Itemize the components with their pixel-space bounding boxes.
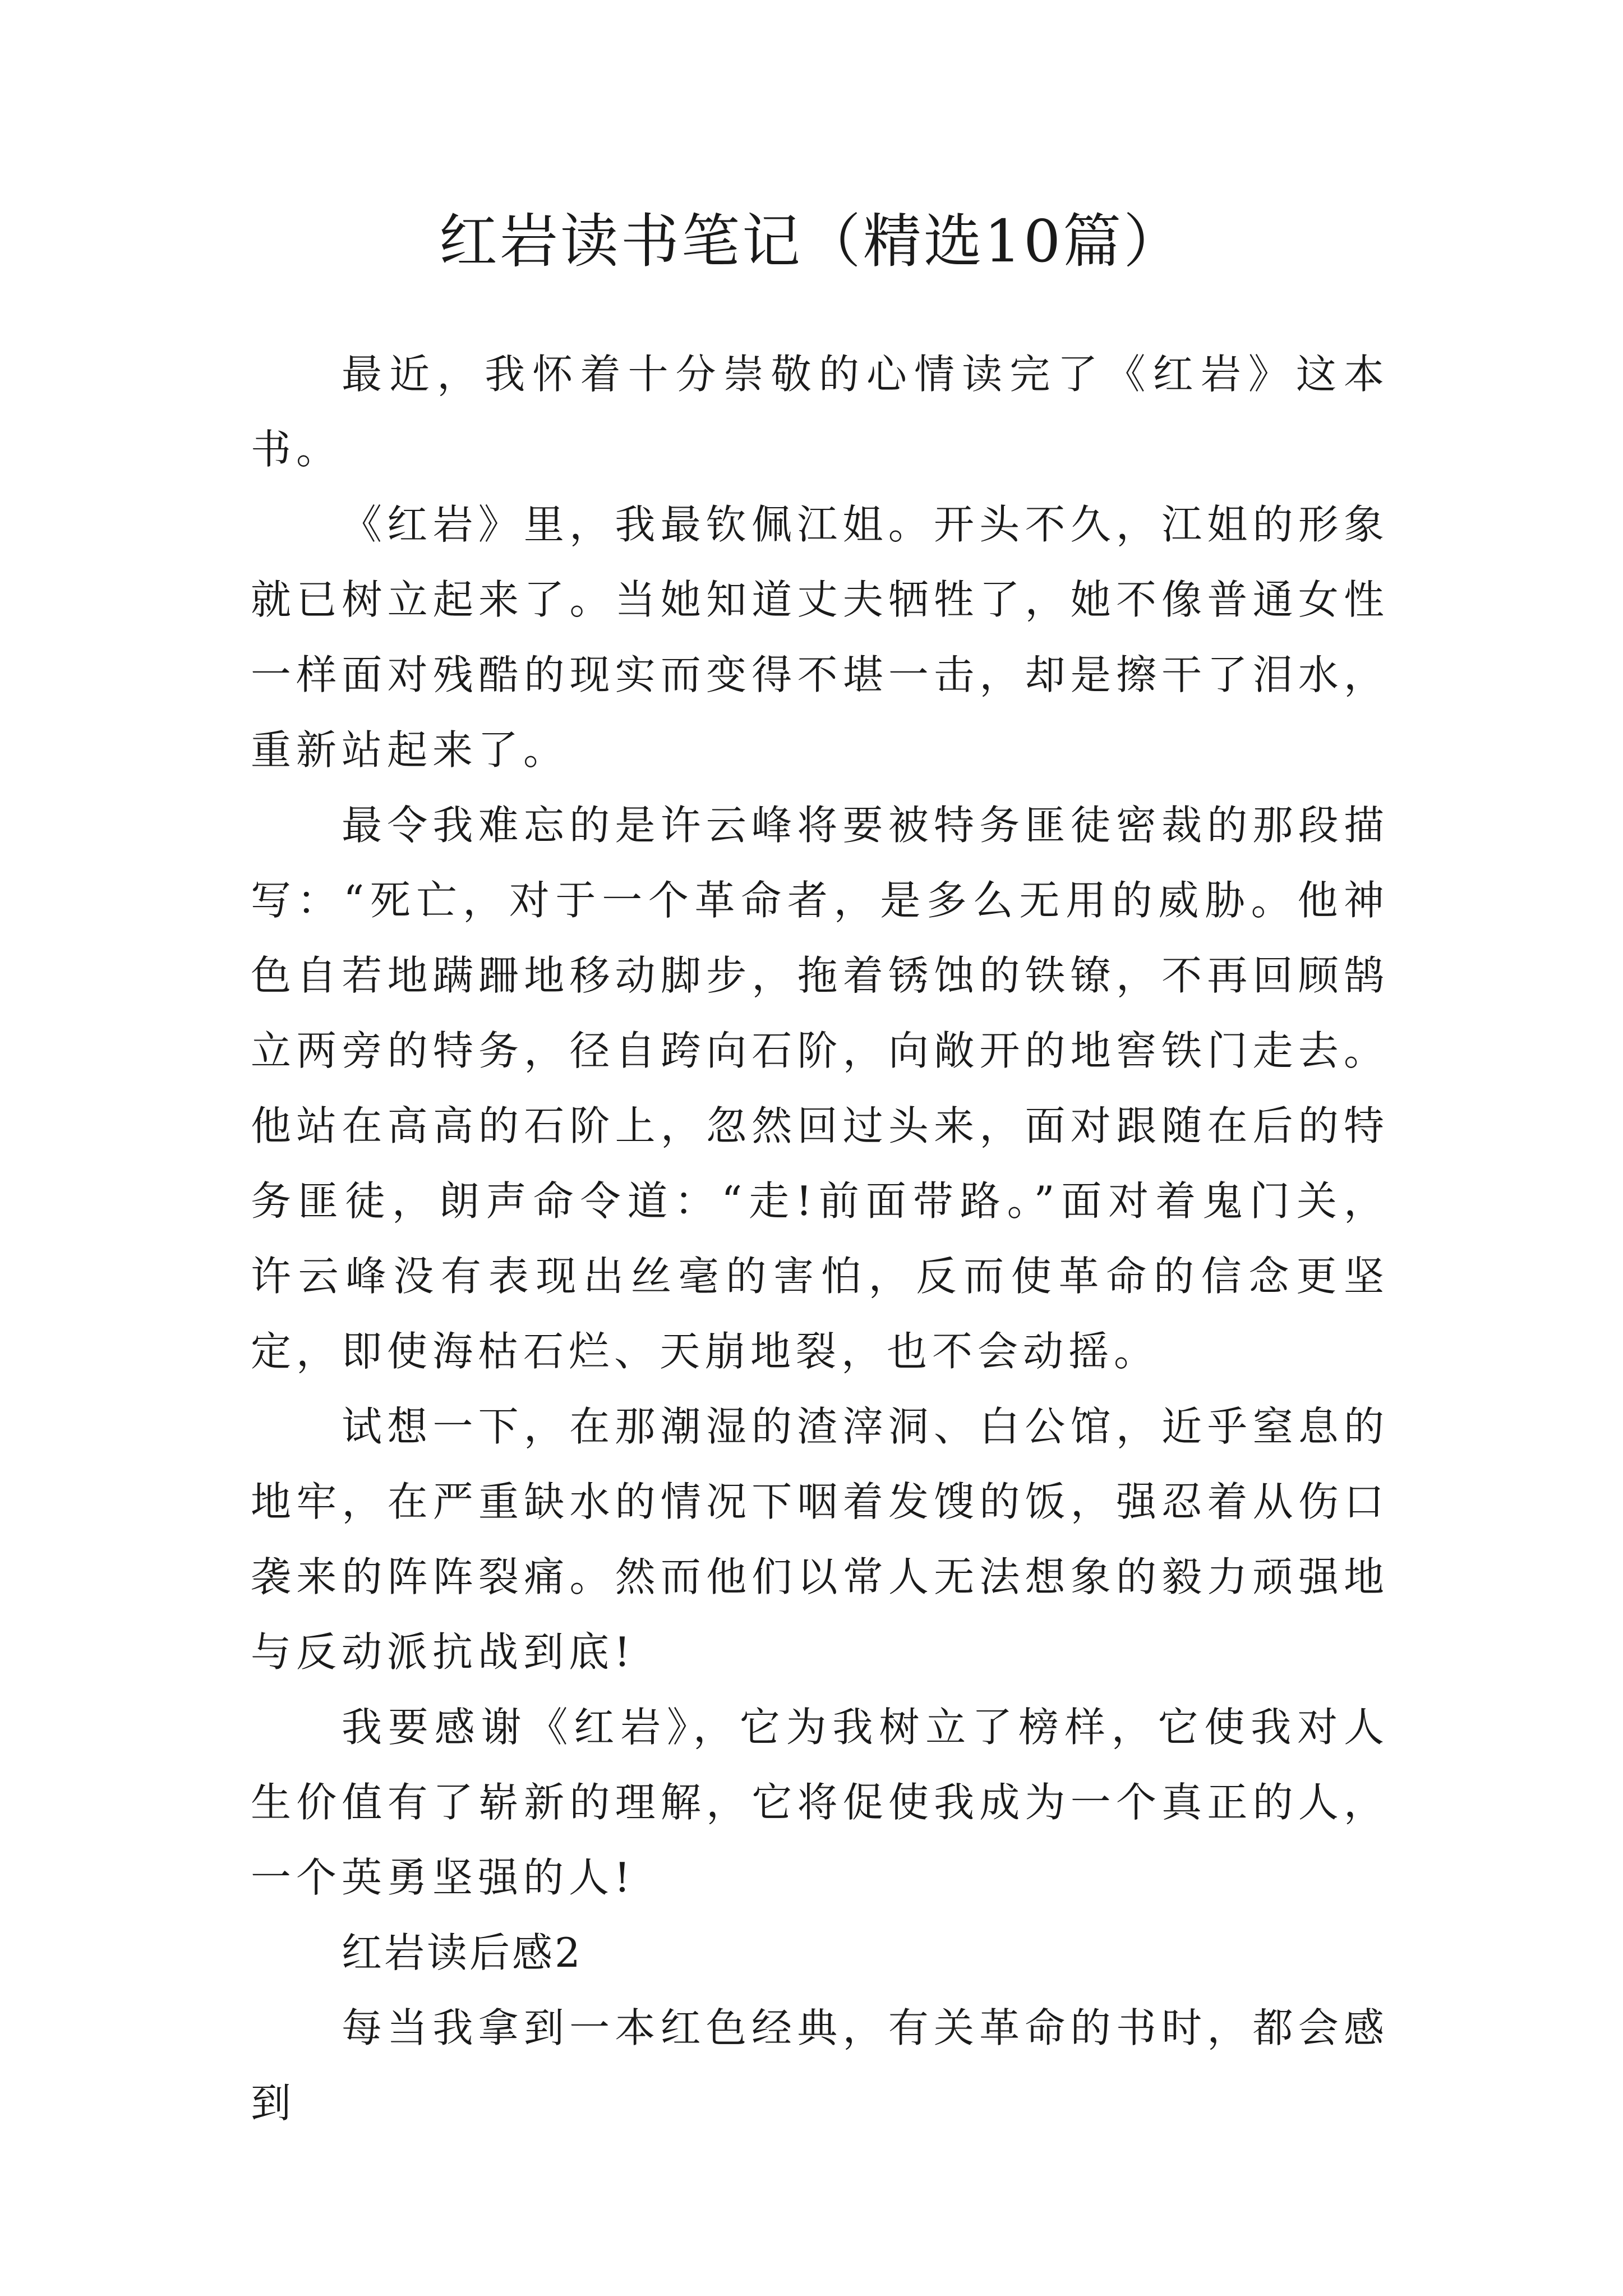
document-title: 红岩读书笔记（精选10篇） [439, 207, 1184, 275]
paragraph-2: 《红岩》里，我最钦佩江姐。开头不久，江姐的形象就已树立起来了。当她知道丈夫牺牲了，她不像普通女性一样面对残酷的现实而变得不堪一击，却是擦干了泪水，重新站起来了。 [251, 501, 1389, 774]
paragraph-3: 最令我难忘的是许云峰将要被特务匪徒密裁的那段描写：“死亡，对于一个革命者，是多么无用的威胁。他神色自若地蹒跚地移动脚步，拖着锈蚀的铁镣，不再回顾鹄立两旁的特务，径自跨向石阶，向敞开的地窖铁门走去。他站在高高的石阶上，忽然回过头来，面对跟随在后的特务匪徒，朗声命令道：“走!前面带路。”面对着鬼门关，许云峰没有表现出丝毫的害怕，反而使革命的信念更坚定，即使海枯石烂、天崩地裂，也不会动摇。 [251, 802, 1389, 1375]
paragraph-4: 试想一下，在那潮湿的渣滓洞、白公馆，近乎窒息的地牢，在严重缺水的情况下咽着发馊的饭，强忍着从伤口袭来的阵阵裂痛。然而他们以常人无法想象的毅力顽强地与反动派抗战到底! [251, 1403, 1389, 1676]
paragraph-6: 每当我拿到一本红色经典，有关革命的书时，都会感到 [251, 2004, 1389, 2127]
document-body [251, 337, 1389, 2141]
section-heading: 红岩读后感2 [342, 1929, 583, 1976]
paragraph-1: 最近，我怀着十分崇敬的心情读完了《红岩》这本书。 [251, 351, 1389, 473]
paragraph-5: 我要感谢《红岩》，它为我树立了榜样，它使我对人生价值有了崭新的理解，它将促使我成为一个真正的人，一个英勇坚强的人! [251, 1704, 1389, 1901]
